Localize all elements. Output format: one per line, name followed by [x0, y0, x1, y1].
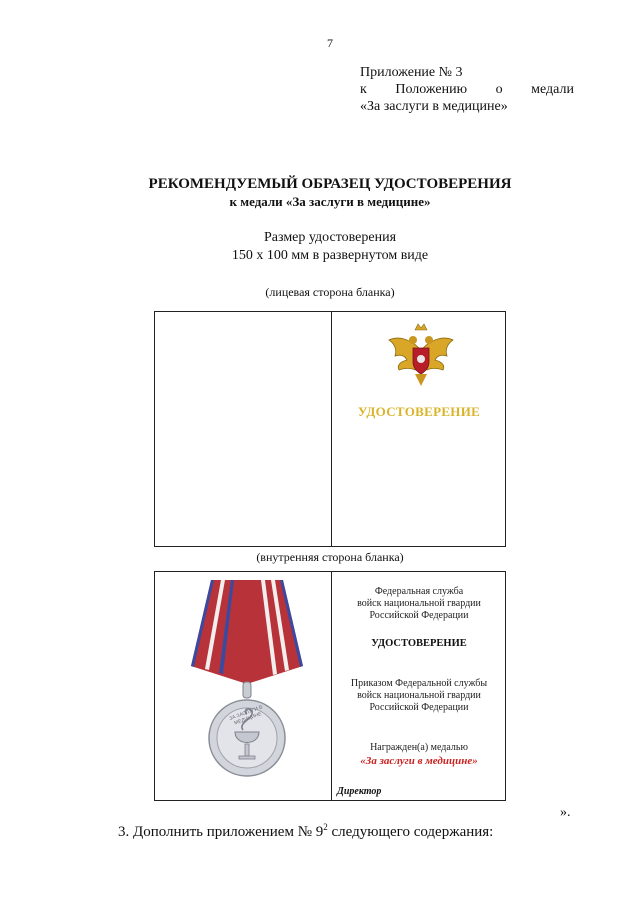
- double-headed-eagle-emblem-icon: [385, 318, 457, 394]
- org-line: Российской Федерации: [369, 610, 469, 621]
- front-side-caption: (лицевая сторона бланка): [265, 285, 395, 299]
- item-3-paragraph: [118, 822, 493, 841]
- order-line: Приказом Федеральной службы: [350, 678, 488, 689]
- size-line-2: 150 х 100 мм в развернутом виде: [231, 248, 429, 263]
- appendix-word: медали: [531, 82, 574, 97]
- size-line-1: Размер удостоверения: [263, 230, 397, 245]
- item-3-text-end: следующего содержания:: [327, 824, 494, 840]
- medal-inscription: ЗА ЗАСЛУГИ В МЕДИЦИНЕ: [228, 704, 264, 727]
- inner-side-caption: (внутренняя сторона бланка): [256, 550, 404, 564]
- inner-side-form: [154, 571, 506, 801]
- fold-line: [331, 312, 332, 546]
- medal-with-ribbon-icon: [189, 580, 305, 780]
- appendix-line-3: «За заслуги в медицине»: [360, 99, 508, 114]
- appendix-word: к: [360, 82, 367, 97]
- item-3-superscript: 2: [323, 822, 328, 832]
- closing-quote-mark: ».: [560, 805, 571, 820]
- order-line: войск национальной гвардии: [357, 690, 481, 701]
- appendix-line-2: [360, 81, 574, 98]
- appendix-line-1: Приложение № 3: [360, 65, 463, 80]
- director-label: Директор: [337, 786, 382, 797]
- organization-block: [331, 586, 507, 622]
- front-certificate-title: УДОСТОВЕРЕНИЕ: [357, 404, 481, 419]
- order-block: [331, 678, 507, 714]
- medal-name: «За заслуги в медицине»: [360, 755, 478, 767]
- document-subtitle: к медали «За заслуги в медицине»: [229, 194, 431, 209]
- org-line: Федеральная служба: [374, 586, 464, 597]
- org-line: войск национальной гвардии: [357, 598, 481, 609]
- appendix-word: о: [495, 82, 503, 97]
- page-number: 7: [327, 36, 333, 50]
- inner-certificate-title: УДОСТОВЕРЕНИЕ: [371, 638, 467, 649]
- awarded-label: Награжден(а) медалью: [370, 742, 468, 753]
- appendix-word: Положению: [395, 82, 468, 97]
- document-title: РЕКОМЕНДУЕМЫЙ ОБРАЗЕЦ УДОСТОВЕРЕНИЯ: [148, 176, 512, 192]
- appendix-header: [360, 64, 574, 115]
- order-line: Российской Федерации: [369, 702, 469, 713]
- front-side-form: [154, 311, 506, 547]
- item-3-text: 3. Дополнить приложением № 9: [118, 824, 324, 840]
